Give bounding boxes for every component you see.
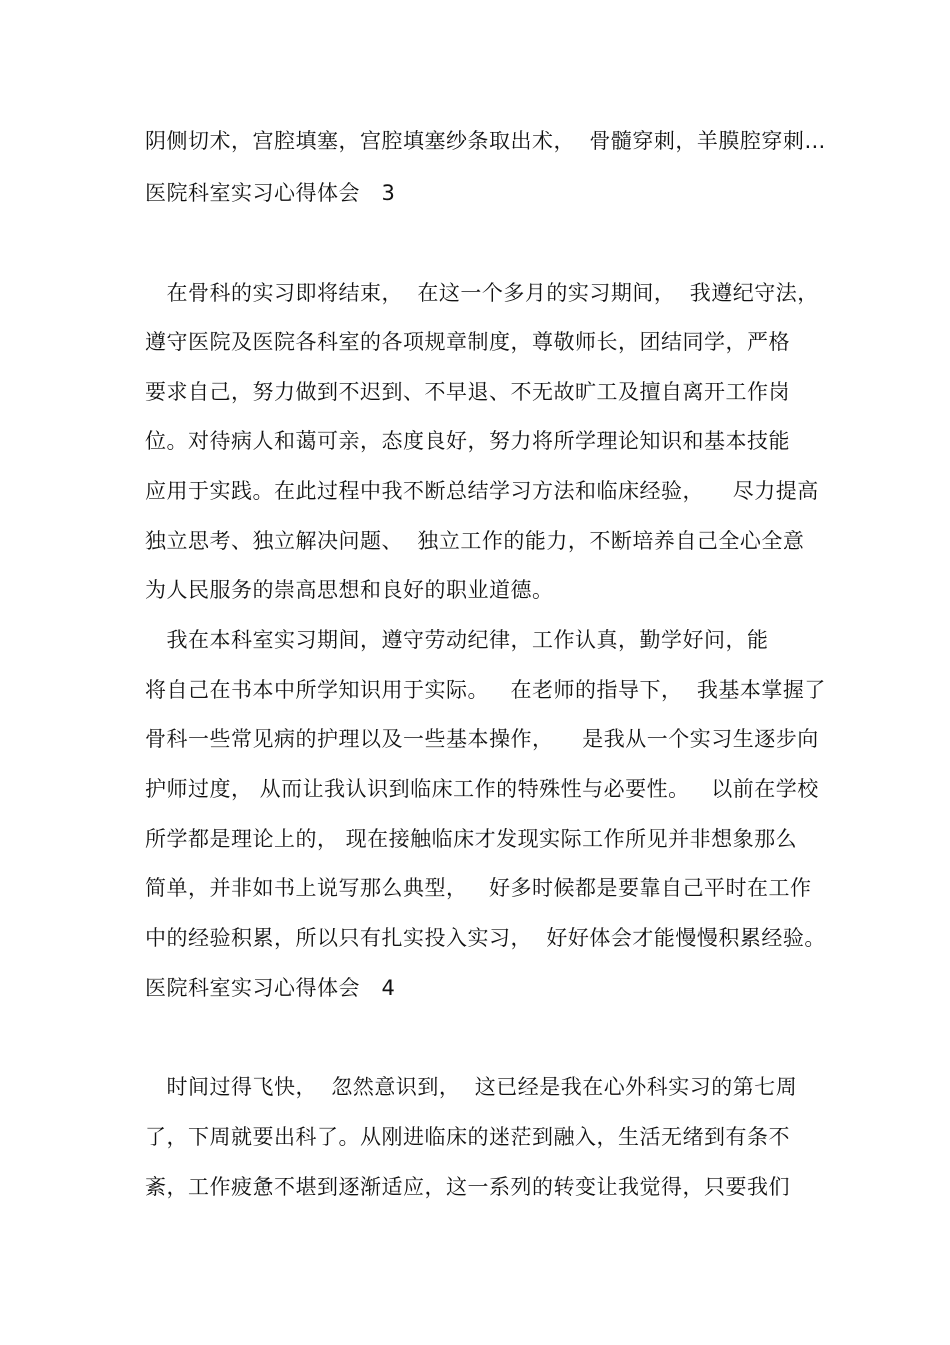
text-line: 护师过度， 从而让我认识到临床工作的特殊性与必要性。 以前在学校 xyxy=(145,777,819,801)
text-line: 遵守医院及医院各科室的各项规章制度，尊敬师长，团结同学，严格 xyxy=(145,330,790,354)
text-line: 位。对待病人和蔼可亲，态度良好，努力将所学理论知识和基本技能 xyxy=(145,429,790,453)
text-line: 应用于实践。在此过程中我不断总结学习方法和临床经验， 尽力提高 xyxy=(145,479,819,503)
text-line: 要求自己，努力做到不迟到、不早退、不无故旷工及擅自离开工作岗 xyxy=(145,380,790,404)
section-heading: 医院科室实习心得体会 3 xyxy=(145,181,396,205)
section-heading: 医院科室实习心得体会 4 xyxy=(145,976,396,1000)
text-line: 中的经验积累，所以只有扎实投入实习， 好好体会才能慢慢积累经验。 xyxy=(145,926,826,950)
text-line: 所学都是理论上的， 现在接触临床才发现实际工作所见并非想象那么 xyxy=(145,827,798,851)
text-line: 时间过得飞快， 忽然意识到， 这已经是我在心外科实习的第七周 xyxy=(145,1075,798,1099)
text-line: 紊，工作疲惫不堪到逐渐适应，这一系列的转变让我觉得，只要我们 xyxy=(145,1175,790,1199)
text-line: 阴侧切术，宫腔填塞，宫腔填塞纱条取出术， 骨髓穿刺，羊膜腔穿刺… xyxy=(145,129,826,153)
text-line: 骨科一些常见病的护理以及一些基本操作， 是我从一个实习生逐步向 xyxy=(145,727,819,751)
text-line: 独立思考、独立解决问题、 独立工作的能力，不断培养自己全心全意 xyxy=(145,529,805,553)
text-line: 了，下周就要出科了。从刚进临床的迷茫到融入，生活无绪到有条不 xyxy=(145,1125,790,1149)
text-line: 我在本科室实习期间，遵守劳动纪律，工作认真，勤学好问，能 xyxy=(145,628,769,652)
text-line: 为人民服务的崇高思想和良好的职业道德。 xyxy=(145,578,554,602)
text-line: 将自己在书本中所学知识用于实际。 在老师的指导下， 我基本掌握了 xyxy=(145,678,826,702)
text-line: 简单，并非如书上说写那么典型， 好多时候都是要靠自己平时在工作 xyxy=(145,876,812,900)
text-line: 在骨科的实习即将结束， 在这一个多月的实习期间， 我遵纪守法， xyxy=(145,281,819,305)
